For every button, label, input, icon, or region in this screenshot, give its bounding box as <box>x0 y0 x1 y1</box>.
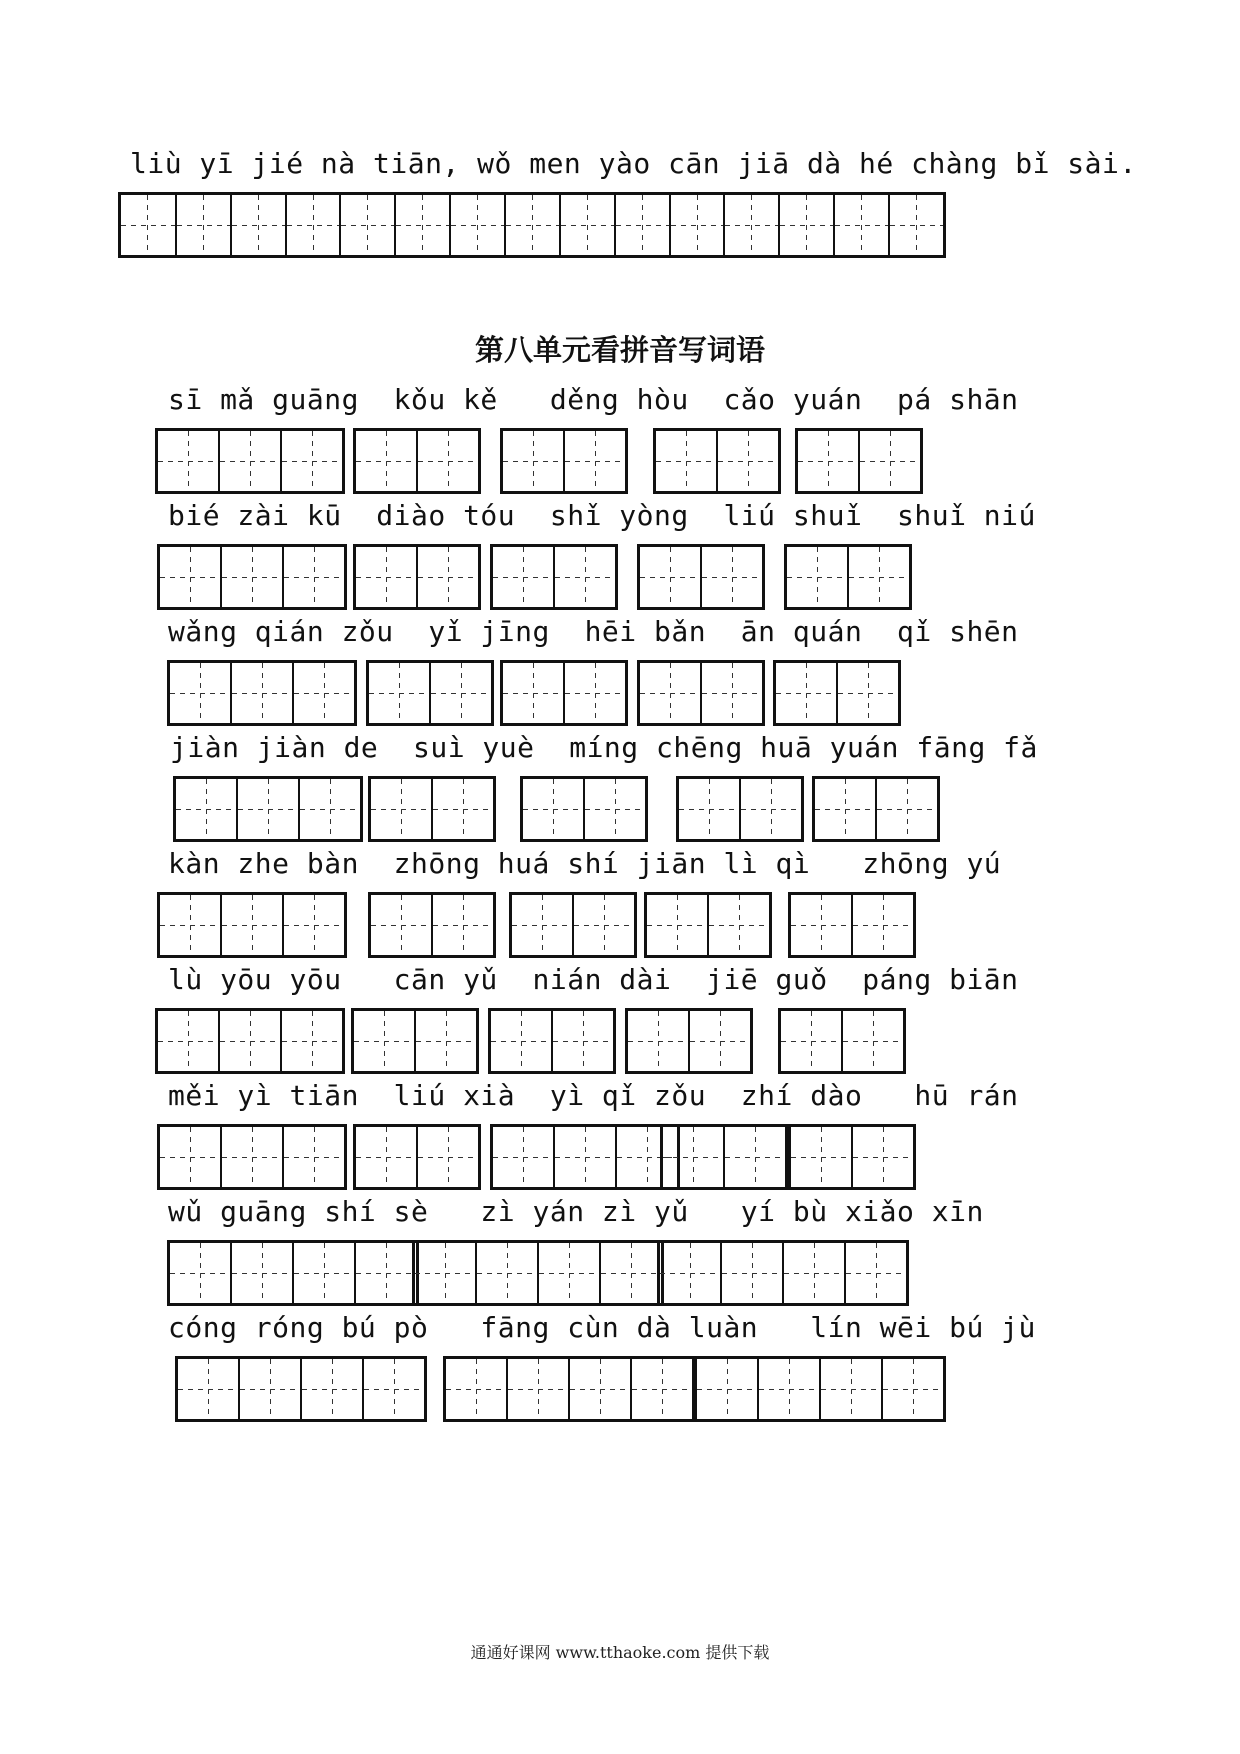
writing-cell[interactable] <box>723 1127 785 1187</box>
writing-cell[interactable] <box>798 431 858 491</box>
sentence-grid-box <box>118 192 946 258</box>
writing-cell[interactable] <box>220 547 282 607</box>
word-row-grid <box>0 660 1240 726</box>
writing-cell[interactable] <box>160 1127 220 1187</box>
writing-cell[interactable] <box>238 1359 300 1419</box>
writing-cell[interactable] <box>858 431 920 491</box>
writing-cell[interactable] <box>170 1243 230 1303</box>
writing-cell[interactable] <box>599 1243 661 1303</box>
word-row-pinyin: jiàn jiàn de suì yuè míng chēng huā yuán fāng fǎ <box>170 731 1038 764</box>
writing-cell[interactable] <box>371 779 431 839</box>
word-box <box>353 428 481 494</box>
writing-cell[interactable] <box>236 779 298 839</box>
writing-cell[interactable] <box>787 547 847 607</box>
writing-cell[interactable] <box>776 663 836 723</box>
word-box <box>366 660 494 726</box>
writing-cell[interactable] <box>475 1243 537 1303</box>
writing-cell[interactable] <box>158 431 218 491</box>
word-box <box>155 1008 345 1074</box>
word-box <box>795 428 923 494</box>
writing-cell[interactable] <box>663 1127 723 1187</box>
writing-cell[interactable] <box>371 895 431 955</box>
word-box <box>167 660 357 726</box>
writing-cell[interactable] <box>833 195 888 255</box>
writing-cell[interactable] <box>354 1243 416 1303</box>
writing-cell[interactable] <box>280 1011 342 1071</box>
writing-cell[interactable] <box>292 1243 354 1303</box>
writing-cell[interactable] <box>282 1127 344 1187</box>
sentence-writing-grid <box>118 192 946 258</box>
word-row-pinyin: wǔ guāng shí sè zì yán zì yǔ yí bù xiǎo xīn <box>168 1195 984 1228</box>
writing-cell[interactable] <box>781 1011 841 1071</box>
writing-cell[interactable] <box>647 895 707 955</box>
writing-cell[interactable] <box>523 779 583 839</box>
writing-cell[interactable] <box>414 1011 476 1071</box>
writing-cell[interactable] <box>739 779 801 839</box>
word-box <box>694 1356 946 1422</box>
writing-cell[interactable] <box>285 195 340 255</box>
writing-cell[interactable] <box>394 195 449 255</box>
word-box <box>155 428 345 494</box>
writing-cell[interactable] <box>175 195 230 255</box>
page-title: 第八单元看拼音写词语 <box>474 333 765 367</box>
writing-cell[interactable] <box>220 895 282 955</box>
word-box <box>490 544 618 610</box>
writing-cell[interactable] <box>669 195 724 255</box>
writing-cell[interactable] <box>888 195 943 255</box>
word-row-pinyin: měi yì tiān liú xià yì qǐ zǒu zhí dào hū rán <box>168 1079 1019 1112</box>
writing-cell[interactable] <box>563 431 625 491</box>
word-box <box>443 1356 695 1422</box>
word-box <box>509 892 637 958</box>
word-box <box>157 1124 347 1190</box>
writing-cell[interactable] <box>160 895 220 955</box>
writing-cell[interactable] <box>716 431 778 491</box>
writing-cell[interactable] <box>220 1127 282 1187</box>
writing-cell[interactable] <box>851 1127 913 1187</box>
writing-cell[interactable] <box>841 1011 903 1071</box>
writing-cell[interactable] <box>362 1359 424 1419</box>
word-box <box>644 892 772 958</box>
word-box <box>368 776 496 842</box>
word-box <box>353 544 481 610</box>
word-row-grid <box>0 544 1240 610</box>
writing-cell[interactable] <box>819 1359 881 1419</box>
writing-cell[interactable] <box>292 663 354 723</box>
word-row-pinyin: lù yōu yōu cān yǔ nián dài jiē guǒ páng biān <box>168 963 1019 996</box>
writing-cell[interactable] <box>815 779 875 839</box>
writing-cell[interactable] <box>537 1243 599 1303</box>
writing-cell[interactable] <box>429 663 491 723</box>
word-box <box>784 544 912 610</box>
writing-cell[interactable] <box>836 663 898 723</box>
writing-cell[interactable] <box>176 779 236 839</box>
word-box <box>488 1008 616 1074</box>
word-box <box>351 1008 479 1074</box>
word-row-pinyin: kàn zhe bàn zhōng huá shí jiān lì qì zhōng yú <box>168 847 1002 880</box>
word-box <box>773 660 901 726</box>
writing-cell[interactable] <box>572 895 634 955</box>
writing-cell[interactable] <box>563 663 625 723</box>
writing-cell[interactable] <box>551 1011 613 1071</box>
word-box <box>653 428 781 494</box>
word-box <box>500 428 628 494</box>
word-box <box>778 1008 906 1074</box>
word-box <box>167 1240 419 1306</box>
writing-cell[interactable] <box>218 1011 280 1071</box>
writing-cell[interactable] <box>707 895 769 955</box>
word-box <box>812 776 940 842</box>
writing-cell[interactable] <box>298 779 360 839</box>
writing-cell[interactable] <box>559 195 614 255</box>
writing-cell[interactable] <box>679 779 739 839</box>
writing-cell[interactable] <box>791 895 851 955</box>
writing-cell[interactable] <box>778 195 833 255</box>
writing-cell[interactable] <box>506 1359 568 1419</box>
word-row-grid <box>0 1240 1240 1306</box>
writing-cell[interactable] <box>875 779 937 839</box>
writing-cell[interactable] <box>583 779 645 839</box>
writing-cell[interactable] <box>782 1243 844 1303</box>
word-box <box>788 1124 916 1190</box>
writing-cell[interactable] <box>416 547 478 607</box>
word-box <box>173 776 363 842</box>
writing-cell[interactable] <box>280 431 342 491</box>
word-box <box>657 1240 909 1306</box>
word-box <box>175 1356 427 1422</box>
writing-cell[interactable] <box>416 1127 478 1187</box>
writing-cell[interactable] <box>369 663 429 723</box>
word-row-pinyin: cóng róng bú pò fāng cùn dà luàn lín wēi bú jù <box>168 1311 1036 1344</box>
writing-cell[interactable] <box>449 195 504 255</box>
word-row-pinyin: bié zài kū diào tóu shǐ yòng liú shuǐ shuǐ niú <box>168 499 1036 532</box>
writing-cell[interactable] <box>504 195 559 255</box>
word-box <box>520 776 648 842</box>
writing-cell[interactable] <box>844 1243 906 1303</box>
writing-cell[interactable] <box>282 547 344 607</box>
writing-cell[interactable] <box>300 1359 362 1419</box>
writing-cell[interactable] <box>121 195 175 255</box>
writing-cell[interactable] <box>339 195 394 255</box>
writing-cell[interactable] <box>553 547 615 607</box>
word-row-pinyin: sī mǎ guāng kǒu kě děng hòu cǎo yuán pá shān <box>168 383 1019 416</box>
writing-cell[interactable] <box>415 1243 475 1303</box>
writing-cell[interactable] <box>614 195 669 255</box>
writing-cell[interactable] <box>416 431 478 491</box>
writing-cell[interactable] <box>660 1243 720 1303</box>
word-box <box>353 1124 481 1190</box>
word-box <box>412 1240 664 1306</box>
writing-cell[interactable] <box>553 1127 615 1187</box>
writing-cell[interactable] <box>493 1127 553 1187</box>
writing-cell[interactable] <box>847 547 909 607</box>
writing-cell[interactable] <box>493 547 553 607</box>
writing-cell[interactable] <box>700 663 762 723</box>
writing-cell[interactable] <box>356 1127 416 1187</box>
writing-cell[interactable] <box>503 663 563 723</box>
word-box <box>500 660 628 726</box>
writing-cell[interactable] <box>354 1011 414 1071</box>
writing-cell[interactable] <box>568 1359 630 1419</box>
footer-credit: 通通好课网 www.tthaoke.com 提供下载 <box>470 1643 770 1662</box>
word-row-grid <box>0 1124 1240 1190</box>
word-row-grid <box>0 776 1240 842</box>
writing-cell[interactable] <box>791 1127 851 1187</box>
writing-cell[interactable] <box>640 663 700 723</box>
writing-cell[interactable] <box>656 431 716 491</box>
writing-cell[interactable] <box>218 431 280 491</box>
writing-cell[interactable] <box>446 1359 506 1419</box>
word-box <box>157 892 347 958</box>
writing-cell[interactable] <box>431 895 493 955</box>
writing-cell[interactable] <box>431 779 493 839</box>
word-box <box>625 1008 753 1074</box>
writing-cell[interactable] <box>170 663 230 723</box>
word-box <box>490 1124 680 1190</box>
word-row-grid <box>0 1356 1240 1422</box>
writing-cell[interactable] <box>282 895 344 955</box>
writing-cell[interactable] <box>158 1011 218 1071</box>
writing-cell[interactable] <box>512 895 572 955</box>
word-box <box>368 892 496 958</box>
writing-cell[interactable] <box>356 431 416 491</box>
writing-cell[interactable] <box>356 547 416 607</box>
writing-cell[interactable] <box>491 1011 551 1071</box>
writing-cell[interactable] <box>628 1011 688 1071</box>
writing-cell[interactable] <box>881 1359 943 1419</box>
word-row-grid <box>0 428 1240 494</box>
writing-cell[interactable] <box>178 1359 238 1419</box>
word-box <box>157 544 347 610</box>
writing-cell[interactable] <box>757 1359 819 1419</box>
word-box <box>637 544 765 610</box>
writing-cell[interactable] <box>851 895 913 955</box>
word-box <box>660 1124 788 1190</box>
word-box <box>637 660 765 726</box>
word-row-pinyin: wǎng qián zǒu yǐ jīng hēi bǎn ān quán qǐ shēn <box>168 615 1019 648</box>
word-row-grid <box>0 1008 1240 1074</box>
word-box <box>676 776 804 842</box>
writing-cell[interactable] <box>700 547 762 607</box>
word-row-grid <box>0 892 1240 958</box>
sentence-pinyin: liù yī jié nà tiān, wǒ men yào cān jiā dà hé chàng bǐ sài. <box>130 147 1137 180</box>
writing-cell[interactable] <box>630 1359 692 1419</box>
writing-cell[interactable] <box>503 431 563 491</box>
writing-cell[interactable] <box>230 195 285 255</box>
word-box <box>788 892 916 958</box>
writing-cell[interactable] <box>697 1359 757 1419</box>
writing-cell[interactable] <box>230 1243 292 1303</box>
writing-cell[interactable] <box>688 1011 750 1071</box>
writing-cell[interactable] <box>723 195 778 255</box>
writing-cell[interactable] <box>640 547 700 607</box>
writing-cell[interactable] <box>720 1243 782 1303</box>
writing-cell[interactable] <box>230 663 292 723</box>
writing-cell[interactable] <box>160 547 220 607</box>
